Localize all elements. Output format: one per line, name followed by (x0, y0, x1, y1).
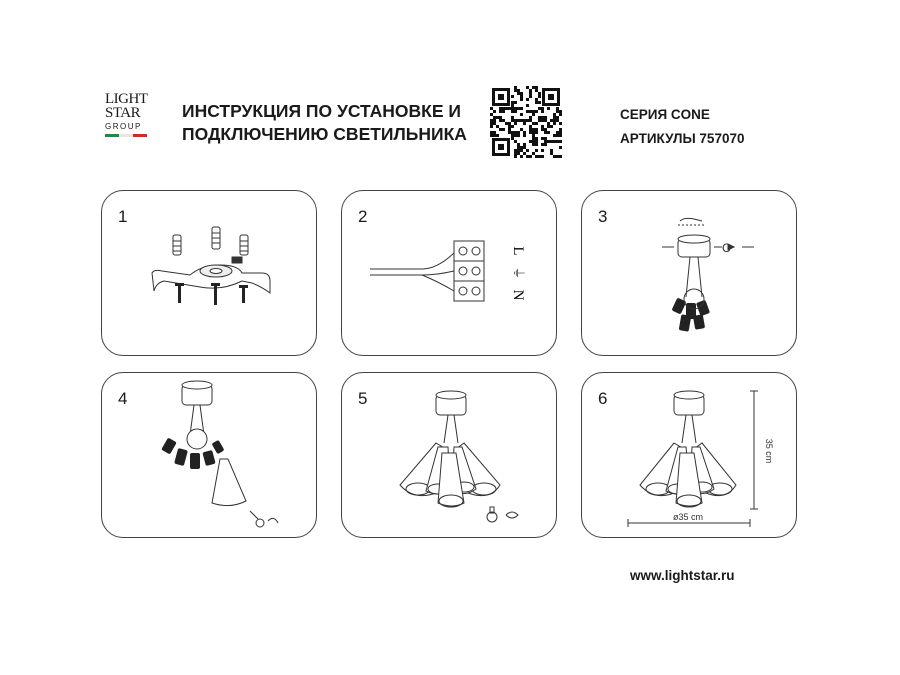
qr-module (532, 152, 535, 155)
qr-module (526, 149, 529, 152)
qr-module (532, 86, 535, 89)
qr-module (523, 131, 526, 134)
qr-module (517, 92, 520, 95)
step-6-panel (581, 372, 797, 538)
qr-module (556, 110, 559, 113)
qr-module (553, 140, 556, 143)
qr-module (541, 107, 544, 110)
qr-module (541, 110, 544, 113)
qr-module (526, 98, 529, 101)
qr-module (550, 119, 553, 122)
qr-module (499, 110, 502, 113)
qr-module (550, 149, 553, 152)
qr-module (511, 137, 514, 140)
qr-module (496, 125, 499, 128)
qr-module (496, 134, 499, 137)
qr-module (553, 155, 556, 158)
qr-code (490, 86, 562, 158)
step-number: 3 (598, 207, 608, 226)
canopy-icon (674, 391, 704, 415)
qr-module (532, 113, 535, 116)
qr-module (529, 140, 532, 143)
page-title (182, 100, 467, 146)
step-1-panel (101, 190, 317, 356)
terminal-label-ground: ⏚ (510, 266, 525, 280)
qr-module (559, 110, 562, 113)
qr-module (514, 122, 517, 125)
title-line-2: ПОДКЛЮЧЕНИЮ СВЕТИЛЬНИКА (182, 124, 467, 144)
qr-module (520, 149, 523, 152)
series-block (620, 103, 744, 151)
qr-module (535, 89, 538, 92)
qr-module (535, 101, 538, 104)
qr-module (559, 128, 562, 131)
qr-module (490, 119, 493, 122)
qr-module (544, 116, 547, 119)
qr-module (547, 107, 550, 110)
qr-module (532, 137, 535, 140)
qr-module (532, 131, 535, 134)
qr-module (535, 86, 538, 89)
qr-module (511, 134, 514, 137)
light-bulb-icon (487, 507, 497, 522)
qr-module (499, 119, 502, 122)
qr-module (508, 122, 511, 125)
qr-module (526, 104, 529, 107)
qr-module (547, 122, 550, 125)
qr-module (502, 107, 505, 110)
qr-module (508, 131, 511, 134)
qr-module (535, 155, 538, 158)
qr-module (559, 155, 562, 158)
qr-module (511, 104, 514, 107)
qr-module (556, 155, 559, 158)
qr-module (523, 122, 526, 125)
italian-flag-stripe (105, 134, 147, 137)
qr-module (517, 134, 520, 137)
qr-module (547, 140, 550, 143)
qr-module (538, 101, 541, 104)
qr-module (511, 116, 514, 119)
qr-module (556, 134, 559, 137)
qr-module (553, 119, 556, 122)
qr-module (511, 125, 514, 128)
qr-module (490, 113, 493, 116)
qr-module (547, 125, 550, 128)
qr-module (517, 89, 520, 92)
website-link[interactable]: www.lightstar.ru (630, 568, 735, 583)
height-dimension-line (750, 391, 758, 509)
screw-icon (175, 283, 184, 303)
qr-module (526, 86, 529, 89)
qr-module (493, 110, 496, 113)
qr-module (517, 119, 520, 122)
lamp-heads-cluster-icon (672, 298, 711, 332)
qr-module (550, 125, 553, 128)
qr-module (493, 116, 496, 119)
qr-module (532, 110, 535, 113)
qr-module (517, 146, 520, 149)
qr-module (535, 137, 538, 140)
qr-module (511, 119, 514, 122)
qr-module (559, 122, 562, 125)
qr-module (556, 131, 559, 134)
step-number: 4 (118, 389, 128, 408)
qr-module (559, 146, 562, 149)
qr-module (523, 146, 526, 149)
qr-module (535, 149, 538, 152)
qr-module (520, 128, 523, 131)
qr-module (535, 131, 538, 134)
title-line-1: ИНСТРУКЦИЯ ПО УСТАНОВКЕ И (182, 101, 461, 121)
qr-module (508, 107, 511, 110)
qr-module (541, 128, 544, 131)
qr-module (550, 140, 553, 143)
qr-module (529, 119, 532, 122)
step-number: 6 (598, 389, 608, 408)
qr-module (535, 110, 538, 113)
qr-module (535, 143, 538, 146)
qr-module (529, 125, 532, 128)
step-number: 5 (358, 389, 368, 408)
canopy-fixing-illustration (582, 191, 798, 357)
qr-module (538, 119, 541, 122)
qr-module (541, 137, 544, 140)
qr-module (532, 122, 535, 125)
qr-module (514, 119, 517, 122)
qr-module (538, 92, 541, 95)
qr-module (502, 110, 505, 113)
qr-module (529, 128, 532, 131)
wall-plug-icon (173, 235, 181, 255)
qr-module (517, 152, 520, 155)
qr-module (556, 140, 559, 143)
qr-module (541, 155, 544, 158)
qr-module (514, 140, 517, 143)
width-label: ø35 cm (672, 512, 704, 522)
step-4-panel (101, 372, 317, 538)
qr-module (541, 119, 544, 122)
qr-module (490, 134, 493, 137)
qr-module (550, 152, 553, 155)
canopy-icon (436, 391, 466, 415)
qr-module (490, 122, 493, 125)
dimensions-illustration (582, 373, 798, 539)
qr-module (526, 119, 529, 122)
qr-module (544, 140, 547, 143)
qr-module (514, 110, 517, 113)
qr-module (544, 143, 547, 146)
qr-module (553, 113, 556, 116)
qr-module (544, 128, 547, 131)
logo-word-group: GROUP (105, 122, 142, 131)
qr-module (523, 152, 526, 155)
qr-module (529, 131, 532, 134)
canopy-icon (678, 235, 710, 257)
terminal-label-n: N (510, 289, 526, 301)
qr-module (511, 101, 514, 104)
qr-module (520, 146, 523, 149)
qr-module (559, 113, 562, 116)
qr-module (535, 122, 538, 125)
step-number: 2 (358, 207, 368, 226)
qr-module (520, 119, 523, 122)
qr-module (511, 107, 514, 110)
terminal-block-icon (454, 241, 484, 301)
qr-module (520, 155, 523, 158)
qr-module (538, 107, 541, 110)
qr-module (526, 155, 529, 158)
qr-module (493, 131, 496, 134)
logo-word-star: STAR (105, 105, 141, 121)
qr-module (532, 143, 535, 146)
svg-text:C: C (722, 241, 731, 255)
qr-module (529, 116, 532, 119)
qr-module (514, 155, 517, 158)
qr-module (496, 116, 499, 119)
logo-word-light: LIGHT (105, 91, 148, 107)
qr-module (553, 134, 556, 137)
wiring-diagram-illustration (342, 191, 558, 357)
qr-module (559, 134, 562, 137)
series-name: СЕРИЯ CONE (620, 107, 710, 122)
qr-module (544, 137, 547, 140)
bulb-insertion-illustration (342, 373, 558, 539)
qr-module (529, 95, 532, 98)
mounting-bracket-icon (152, 257, 270, 293)
qr-module (493, 122, 496, 125)
qr-module (505, 122, 508, 125)
qr-module (517, 107, 520, 110)
qr-module (553, 122, 556, 125)
qr-module (502, 128, 505, 131)
qr-module (520, 98, 523, 101)
step-3-panel (581, 190, 797, 356)
wall-plug-icon (212, 227, 220, 249)
qr-module (517, 131, 520, 134)
qr-module (514, 107, 517, 110)
qr-module (556, 107, 559, 110)
qr-module (544, 131, 547, 134)
qr-module (556, 116, 559, 119)
qr-module (508, 125, 511, 128)
qr-module (541, 143, 544, 146)
qr-module (514, 149, 517, 152)
qr-module (544, 119, 547, 122)
qr-module (559, 140, 562, 143)
qr-module (511, 110, 514, 113)
qr-module (493, 134, 496, 137)
qr-module (523, 134, 526, 137)
qr-module (553, 116, 556, 119)
qr-module (529, 92, 532, 95)
qr-module (517, 149, 520, 152)
qr-module (514, 131, 517, 134)
step-2-panel (341, 190, 557, 356)
qr-module (529, 89, 532, 92)
step-5-panel (341, 372, 557, 538)
qr-module (517, 143, 520, 146)
article-numbers: АРТИКУЛЫ 757070 (620, 131, 745, 146)
qr-module (490, 107, 493, 110)
height-label: 35 cm (764, 438, 774, 464)
qr-module (556, 119, 559, 122)
qr-module (532, 134, 535, 137)
canopy-icon (182, 381, 212, 405)
qr-module (523, 143, 526, 146)
qr-module (514, 101, 517, 104)
qr-module (520, 107, 523, 110)
qr-module (532, 128, 535, 131)
qr-module (502, 119, 505, 122)
qr-module (538, 95, 541, 98)
qr-module (493, 119, 496, 122)
qr-module (499, 107, 502, 110)
qr-module (505, 107, 508, 110)
wall-plug-icon (240, 235, 248, 255)
qr-module (490, 131, 493, 134)
qr-module (514, 86, 517, 89)
lampshade-icon (212, 459, 246, 506)
brand-logo (105, 92, 153, 137)
mounting-bracket-illustration (102, 191, 318, 357)
qr-module (520, 95, 523, 98)
terminal-label-l: L (510, 246, 526, 256)
qr-module (514, 152, 517, 155)
qr-module (547, 131, 550, 134)
qr-module (535, 140, 538, 143)
qr-module (541, 149, 544, 152)
qr-module (514, 89, 517, 92)
qr-module (526, 110, 529, 113)
shade-installation-illustration (102, 373, 318, 539)
qr-module (511, 131, 514, 134)
qr-module (511, 95, 514, 98)
qr-module (541, 116, 544, 119)
screw-icon (239, 285, 248, 303)
qr-module (520, 113, 523, 116)
qr-module (499, 128, 502, 131)
qr-module (535, 128, 538, 131)
qr-module (508, 128, 511, 131)
qr-module (538, 116, 541, 119)
qr-module (535, 98, 538, 101)
qr-module (514, 134, 517, 137)
step-number: 1 (118, 207, 128, 226)
qr-module (520, 92, 523, 95)
qr-module (532, 140, 535, 143)
qr-module (529, 110, 532, 113)
qr-module (541, 125, 544, 128)
qr-module (499, 116, 502, 119)
qr-module (559, 131, 562, 134)
qr-module (529, 155, 532, 158)
qr-module (538, 155, 541, 158)
qr-module (490, 125, 493, 128)
qr-module (523, 119, 526, 122)
